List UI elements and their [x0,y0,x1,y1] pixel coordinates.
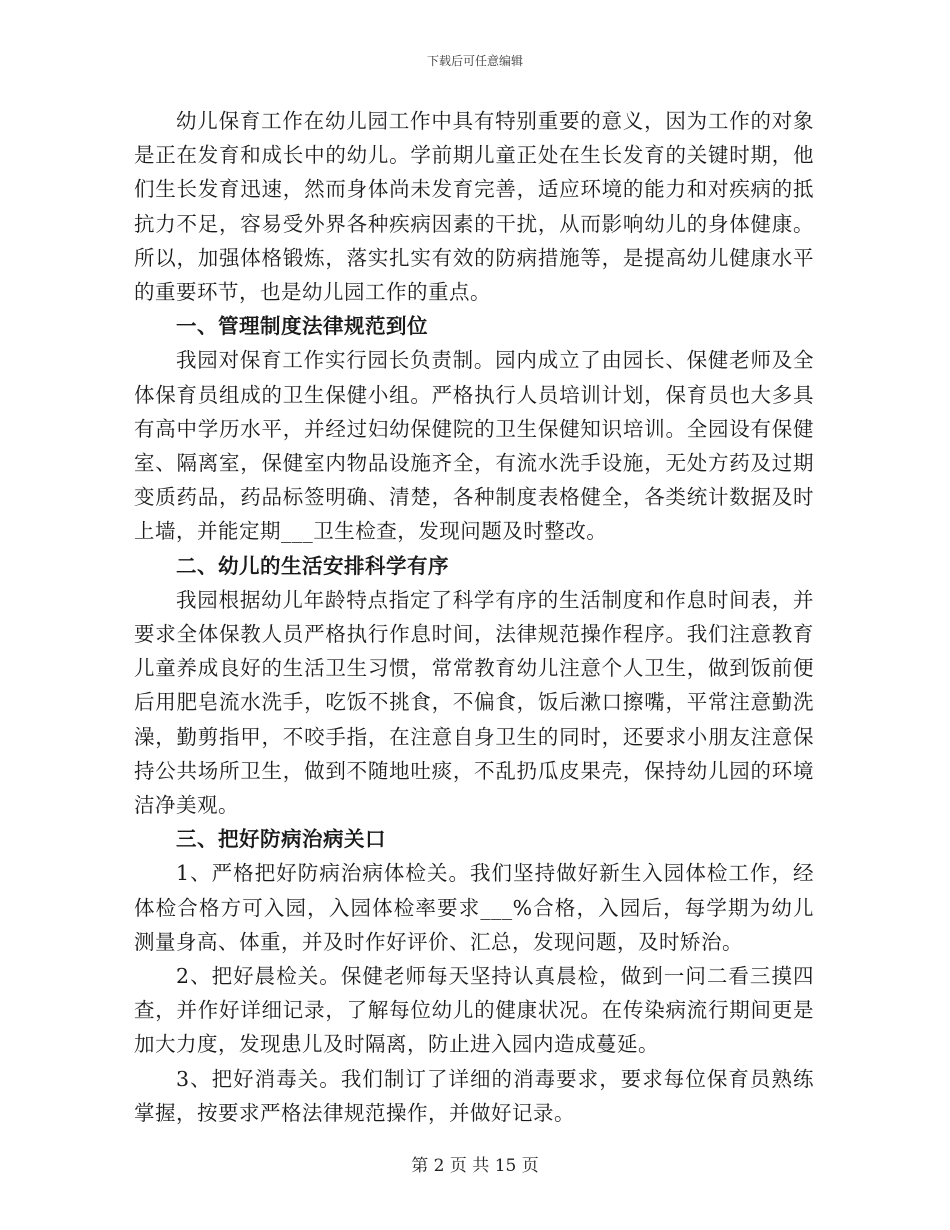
section-2-paragraph: 我园根据幼儿年龄特点指定了科学有序的生活制度和作息时间表，并要求全体保教人员严格执行作息时间，法律规范操作程序。我们注意教育儿童养成良好的生活卫生习惯，常常教育幼儿注意个人卫生，做到饭前便后用肥皂流水洗手，吃饭不挑食，不偏食，饭后漱口擦嘴，平常注意勤洗澡，勤剪指甲，不咬手指，在注意自身卫生的同时，还要求小朋友注意保持公共场所卫生，做到不随地吐痰，不乱扔瓜皮果壳，保持幼儿园的环境洁净美观。 [134,587,814,818]
page-number-footer: 第 2 页 共 15 页 [411,1156,539,1176]
section-heading-2: 二、幼儿的生活安排科学有序 [176,553,450,578]
section-3-item-2: 2、把好晨检关。保健老师每天坚持认真晨检，做到一问二看三摸四查，并作好详细记录，了解每位幼儿的健康状况。在传染病流行期间更是加大力度，发现患儿及时隔离，防止进入园内造成蔓延。 [134,964,814,1057]
page-header: 下载后可任意编辑 [426,54,523,68]
document-body [134,104,814,1130]
intro-paragraph: 幼儿保育工作在幼儿园工作中具有特别重要的意义，因为工作的对象是正在发育和成长中的幼儿。学前期儿童正处在生长发育的关键时期，他们生长发育迅速，然而身体尚未发育完善，适应环境的能力和对疾病的抵抗力不足，容易受外界各种疾病因素的干扰，从而影响幼儿的身体健康。所以，加强体格锻炼，落实扎实有效的防病措施等，是提高幼儿健康水平的重要环节，也是幼儿园工作的重点。 [134,109,814,305]
section-heading-3: 三、把好防病治病关口 [176,827,387,852]
section-3-item-1: 1、严格把好防病治病体检关。我们坚持做好新生入园体检工作，经体检合格方可入园，入园体检率要求___%合格，入园后，每学期为幼儿测量身高、体重，并及时作好评价、汇总，发现问题，及时矫治。 [134,861,814,954]
section-3-item-3: 3、把好消毒关。我们制订了详细的消毒要求，要求每位保育员熟练掌握，按要求严格法律规范操作，并做好记录。 [134,1066,814,1125]
section-1-paragraph: 我园对保育工作实行园长负责制。园内成立了由园长、保健老师及全体保育员组成的卫生保健小组。严格执行人员培训计划，保育员也大多具有高中学历水平，并经过妇幼保健院的卫生保健知识培训。全园设有保健室、隔离室，保健室内物品设施齐全，有流水洗手设施，无处方药及过期变质药品，药品标签明确、清楚，各种制度表格健全，各类统计数据及时上墙，并能定期___卫生检查，发现问题及时整改。 [134,348,814,544]
section-heading-1: 一、管理制度法律规范到位 [176,314,429,339]
